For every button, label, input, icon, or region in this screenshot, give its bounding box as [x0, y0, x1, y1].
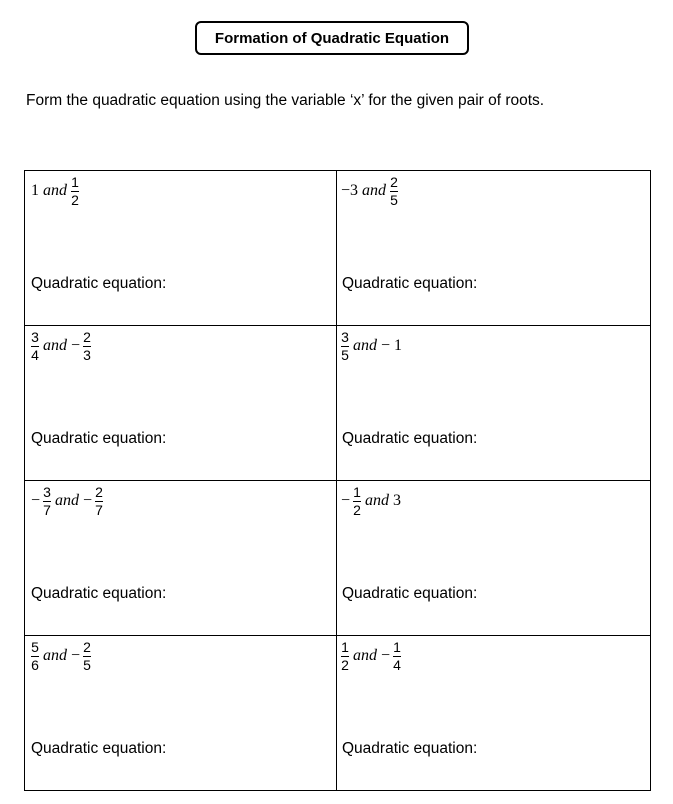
- root-1-fraction: [341, 330, 349, 362]
- denominator: 4: [393, 656, 401, 673]
- root-2-fraction: [71, 175, 79, 207]
- root-2-fraction: [83, 330, 91, 362]
- root-1-fraction: [43, 485, 51, 517]
- root-1-value: 1: [31, 182, 39, 200]
- root-2-value: − 1: [381, 337, 403, 355]
- quadratic-equation-label: Quadratic equation:: [31, 585, 167, 602]
- roots-grid: [24, 170, 651, 791]
- denominator: 7: [95, 501, 103, 518]
- and-word: and: [365, 492, 390, 510]
- minus-sign: −: [71, 337, 81, 355]
- denominator: 2: [341, 656, 349, 673]
- and-word: and: [43, 647, 67, 665]
- quadratic-equation-label: Quadratic equation:: [31, 740, 167, 757]
- roots-expression: [31, 485, 103, 517]
- quadratic-equation-label: Quadratic equation:: [342, 275, 478, 292]
- problem-cell: [25, 481, 337, 636]
- denominator: 5: [83, 656, 91, 673]
- numerator: 1: [341, 639, 349, 655]
- root-2-fraction: [390, 175, 398, 207]
- roots-expression: [341, 640, 401, 672]
- root-2-value: 3: [393, 492, 402, 510]
- problem-cell: [25, 636, 337, 791]
- instructions-text: Form the quadratic equation using the variable ‘x’ for the given pair of roots.: [26, 92, 545, 109]
- roots-expression: [31, 175, 79, 207]
- problem-cell: [337, 171, 651, 326]
- denominator: 5: [390, 191, 398, 208]
- and-word: and: [353, 337, 377, 355]
- numerator: 1: [353, 484, 361, 500]
- quadratic-equation-label: Quadratic equation:: [31, 275, 167, 292]
- numerator: 1: [393, 639, 401, 655]
- denominator: 4: [31, 346, 39, 363]
- roots-expression: [341, 330, 402, 362]
- root-1-fraction: [353, 485, 361, 517]
- numerator: 1: [71, 174, 79, 190]
- and-word: and: [43, 337, 67, 355]
- quadratic-equation-label: Quadratic equation:: [342, 585, 478, 602]
- problem-cell: [337, 326, 651, 481]
- numerator: 2: [95, 484, 103, 500]
- denominator: 6: [31, 656, 39, 673]
- numerator: 3: [31, 329, 39, 345]
- root-1-fraction: [31, 640, 39, 672]
- minus-sign: −: [71, 647, 81, 665]
- minus-sign: −: [83, 492, 93, 510]
- root-1-value: −3: [341, 182, 359, 200]
- root-2-fraction: [83, 640, 91, 672]
- root-2-fraction: [393, 640, 401, 672]
- root-1-fraction: [341, 640, 349, 672]
- root-1-fraction: [31, 330, 39, 362]
- problem-cell: [337, 481, 651, 636]
- and-word: and: [353, 647, 377, 665]
- numerator: 2: [83, 639, 91, 655]
- problem-cell: [25, 326, 337, 481]
- problem-cell: [25, 171, 337, 326]
- numerator: 3: [341, 329, 349, 345]
- minus-sign: −: [341, 492, 351, 510]
- denominator: 3: [83, 346, 91, 363]
- numerator: 2: [390, 174, 398, 190]
- and-word: and: [362, 182, 387, 200]
- worksheet-title: Formation of Quadratic Equation: [195, 21, 469, 55]
- numerator: 5: [31, 639, 39, 655]
- denominator: 7: [43, 501, 51, 518]
- roots-expression: [341, 175, 398, 207]
- problem-cell: [337, 636, 651, 791]
- minus-sign: −: [31, 492, 41, 510]
- numerator: 3: [43, 484, 51, 500]
- minus-sign: −: [381, 647, 391, 665]
- quadratic-equation-label: Quadratic equation:: [342, 740, 478, 757]
- denominator: 5: [341, 346, 349, 363]
- denominator: 2: [353, 501, 361, 518]
- roots-expression: [31, 640, 91, 672]
- denominator: 2: [71, 191, 79, 208]
- and-word: and: [55, 492, 80, 510]
- and-word: and: [43, 182, 67, 200]
- numerator: 2: [83, 329, 91, 345]
- quadratic-equation-label: Quadratic equation:: [31, 430, 167, 447]
- root-2-fraction: [95, 485, 103, 517]
- quadratic-equation-label: Quadratic equation:: [342, 430, 478, 447]
- roots-expression: [341, 485, 401, 517]
- roots-expression: [31, 330, 91, 362]
